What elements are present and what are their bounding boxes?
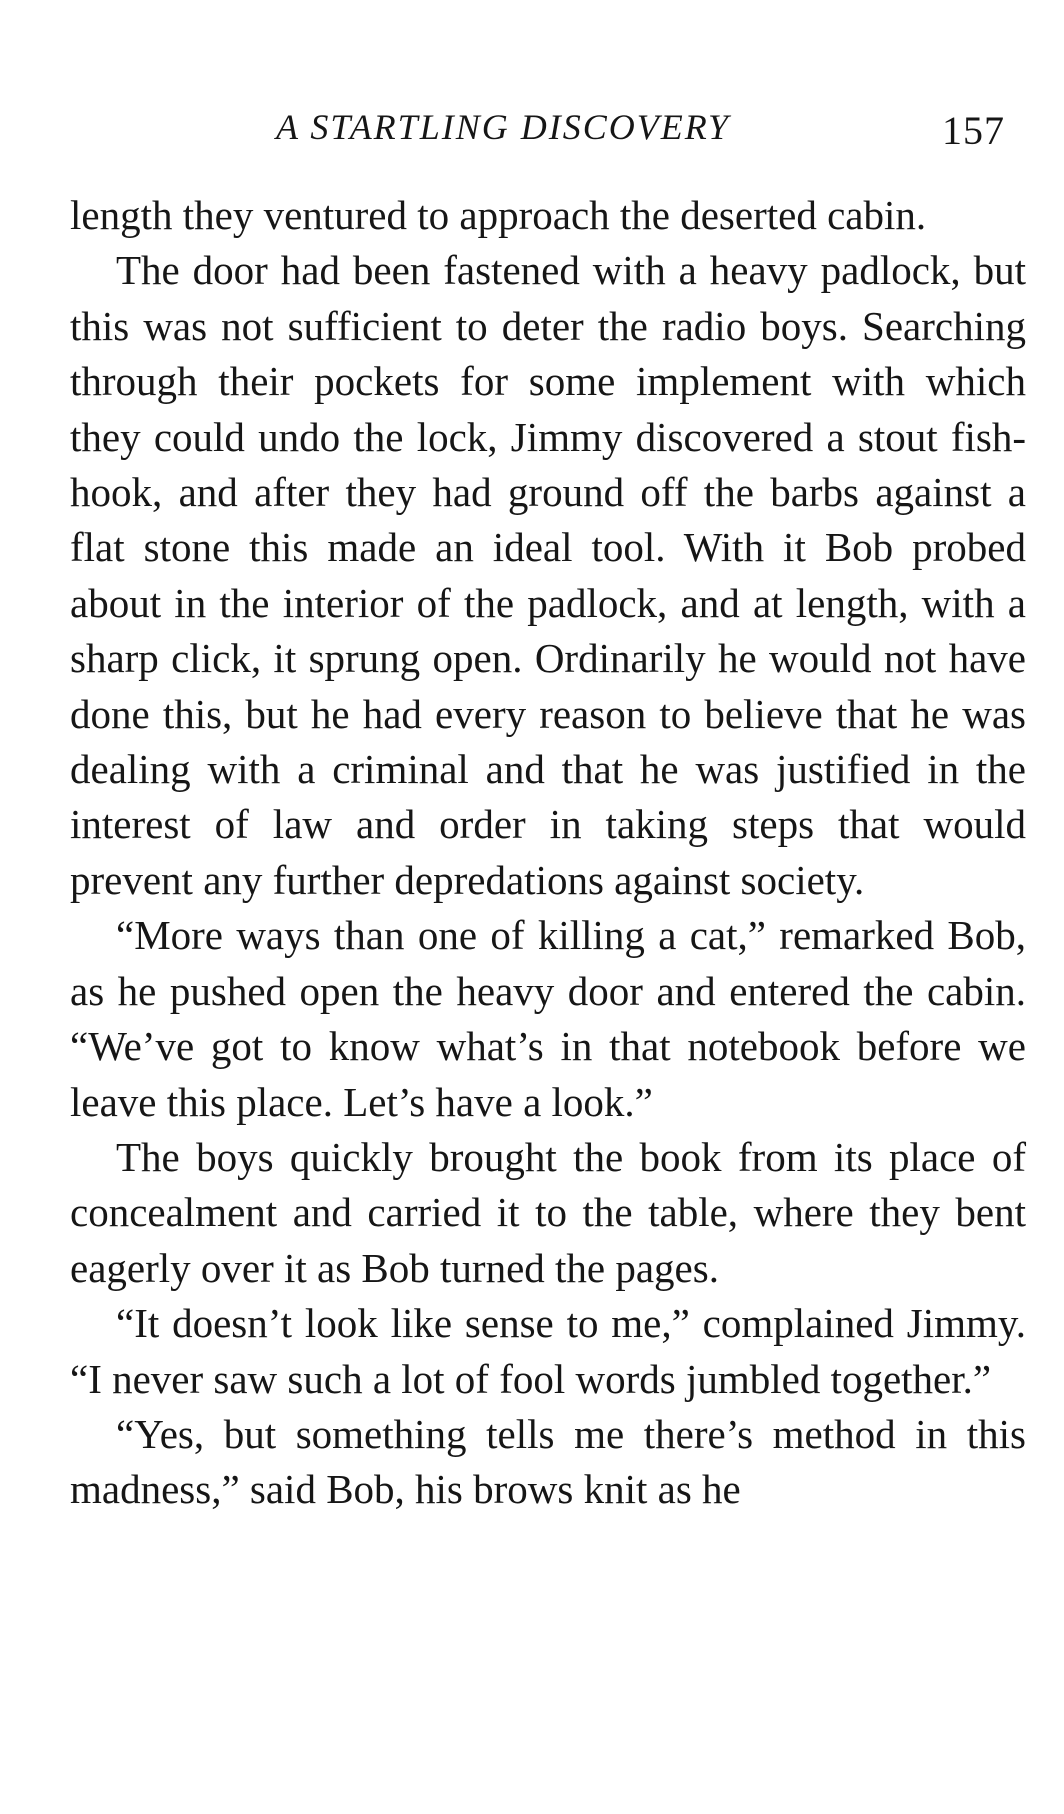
paragraph: The door had been fastened with a heavy padlock, but this was not sufficient to deter the radio boys. Searching through their pockets for some implement with which they could undo the lock, Jimmy discovered a stout fish-hook, and after they had ground off the barbs against a flat stone this made an ideal tool. With it Bob probed about in the interior of the padlock, and at length, with a sharp click, it sprung open. Ordinarily he would not have done this, but he had every reason to believe that he was dealing with a criminal and that he was justified in the interest of law and order in taking steps that would prevent any further depredations against society. — [70, 247, 1026, 903]
body-text — [70, 188, 1026, 1518]
paragraph: The boys quickly brought the book from its place of concealment and carried it to the table, where they bent eagerly over it as Bob turned the pages. — [70, 1133, 1026, 1291]
page-number: 157 — [942, 108, 1005, 153]
paragraph: “More ways than one of killing a cat,” remarked Bob, as he pushed open the heavy door and entered the cabin. “We’ve got to know what’s in that notebook before we leave this place. Let’s have a look.” — [70, 912, 1026, 1125]
page-header — [276, 102, 1016, 152]
paragraph: length they ventured to approach the deserted cabin. — [70, 192, 927, 238]
running-title: A STARTLING DISCOVERY — [276, 107, 731, 147]
paragraph: “It doesn’t look like sense to me,” complained Jimmy. “I never saw such a lot of fool words jumbled together.” — [70, 1300, 1026, 1402]
paragraph: “Yes, but something tells me there’s method in this madness,” said Bob, his brows knit as he — [70, 1410, 1026, 1513]
